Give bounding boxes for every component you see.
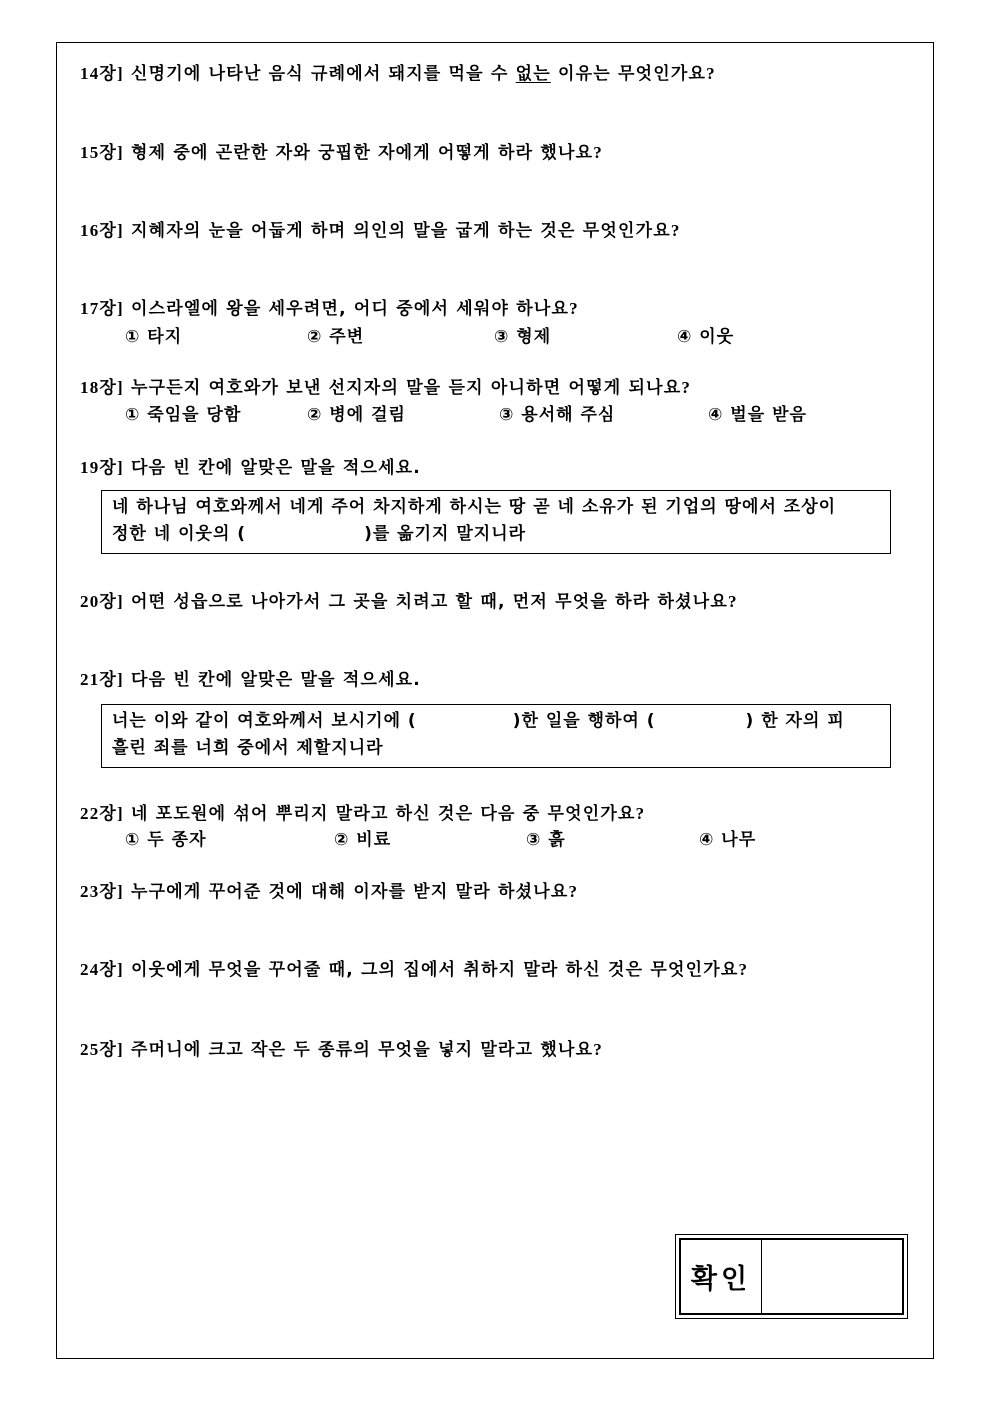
question-mark: ? <box>670 221 681 240</box>
question-mark: ? <box>728 592 738 611</box>
question-number: 21장] <box>80 670 124 689</box>
box-text: )한 일을 행하여 ( <box>512 711 656 731</box>
question-number: 15장] <box>80 143 124 162</box>
question-20 <box>80 591 738 613</box>
fill-in-box-19 <box>101 490 891 554</box>
option-4[interactable]: ④ 나무 <box>699 830 757 850</box>
question-mark: ? <box>738 960 749 979</box>
option-3[interactable]: ③ 용서해 주심 <box>499 405 616 425</box>
fill-in-box-21 <box>101 704 891 768</box>
option-4[interactable]: ④ 벌을 받음 <box>708 405 807 425</box>
confirm-inner <box>679 1238 904 1315</box>
question-15 <box>80 142 603 164</box>
question-number: 19장] <box>80 458 124 477</box>
question-text: 주머니에 크고 작은 두 종류의 무엇을 넣지 말라고 했나요 <box>123 1040 594 1060</box>
question-19 <box>80 457 421 479</box>
question-mark: ? <box>635 804 646 823</box>
question-23 <box>80 881 578 903</box>
confirm-signature-area[interactable] <box>762 1240 902 1313</box>
question-text: 어떤 성읍으로 나아가서 그 곳을 치려고 할 때, 먼저 무엇을 하라 하셨나요 <box>123 592 729 612</box>
question-text: 다음 빈 칸에 알맞은 말을 적으세요. <box>123 670 421 690</box>
option-3[interactable]: ③ 흙 <box>526 830 566 850</box>
box-line <box>112 708 880 735</box>
question-text: 이유는 무엇인가요 <box>550 64 707 84</box>
question-text: 누구든지 여호와가 보낸 선지자의 말을 듣지 아니하면 어떻게 되나요 <box>123 378 682 398</box>
question-text: 형제 중에 곤란한 자와 궁핍한 자에게 어떻게 하라 했나요 <box>123 143 594 163</box>
question-number: 23장] <box>80 882 124 901</box>
question-18 <box>80 377 691 399</box>
box-text: )를 옮기지 말지니라 <box>364 524 527 544</box>
option-1[interactable]: ① 죽임을 당함 <box>125 405 242 425</box>
question-number: 24장] <box>80 960 124 979</box>
option-2[interactable]: ② 병에 걸림 <box>307 405 406 425</box>
question-mark: ? <box>681 378 692 397</box>
answer-blank[interactable] <box>246 521 364 548</box>
answer-blank[interactable] <box>417 708 513 735</box>
option-3[interactable]: ③ 형제 <box>494 327 552 347</box>
question-24 <box>80 959 748 981</box>
question-number: 14장] <box>80 64 124 83</box>
confirm-label: 확인 <box>681 1240 762 1313</box>
option-4[interactable]: ④ 이웃 <box>677 327 735 347</box>
question-text: 누구에게 꾸어준 것에 대해 이자를 받지 말라 하셨나요 <box>123 882 569 902</box>
option-1[interactable]: ① 두 종자 <box>125 830 207 850</box>
box-line: 네 하나님 여호와께서 네게 주어 차지하게 하시는 땅 곧 네 소유가 된 기업의 땅에서 조상이 <box>112 497 837 517</box>
question-text: 네 포도원에 섞어 뿌리지 말라고 하신 것은 다음 중 무엇인가요 <box>123 804 636 824</box>
box-text: 정한 네 이웃의 ( <box>112 524 247 544</box>
question-21 <box>80 669 421 691</box>
question-text: 지혜자의 눈을 어둡게 하며 의인의 말을 굽게 하는 것은 무엇인가요 <box>123 221 671 241</box>
question-mark: ? <box>593 143 603 162</box>
question-number: 22장] <box>80 804 124 823</box>
question-number: 17장] <box>80 299 124 318</box>
question-mark: ? <box>593 1040 603 1059</box>
option-2[interactable]: ② 주변 <box>307 327 365 347</box>
answer-blank[interactable] <box>656 708 746 735</box>
box-text: ) 한 자의 피 <box>745 711 845 731</box>
question-22 <box>80 803 645 825</box>
question-number: 20장] <box>80 592 124 611</box>
question-number: 16장] <box>80 221 124 240</box>
option-1[interactable]: ① 타지 <box>125 327 183 347</box>
question-16 <box>80 220 681 242</box>
option-2[interactable]: ② 비료 <box>334 830 392 850</box>
underlined-word: 없는 <box>515 64 551 84</box>
question-mark: ? <box>706 64 716 83</box>
question-25 <box>80 1039 603 1061</box>
question-17 <box>80 298 579 320</box>
confirm-box <box>675 1234 908 1319</box>
question-number: 18장] <box>80 378 124 397</box>
question-14 <box>80 63 716 85</box>
question-text: 이스라엘에 왕을 세우려면, 어디 중에서 세워야 하나요 <box>123 299 570 319</box>
box-line <box>112 521 880 548</box>
question-mark: ? <box>569 299 579 318</box>
question-text: 다음 빈 칸에 알맞은 말을 적으세요. <box>123 458 421 478</box>
question-text: 이웃에게 무엇을 꾸어줄 때, 그의 집에서 취하지 말라 하신 것은 무엇인가요 <box>123 960 739 980</box>
box-line: 흘린 죄를 너희 중에서 제할지니라 <box>112 738 384 758</box>
question-number: 25장] <box>80 1040 124 1059</box>
question-mark: ? <box>568 882 579 901</box>
box-text: 너는 이와 같이 여호와께서 보시기에 ( <box>112 711 417 731</box>
question-text: 신명기에 나타난 음식 규례에서 돼지를 먹을 수 <box>123 64 516 84</box>
